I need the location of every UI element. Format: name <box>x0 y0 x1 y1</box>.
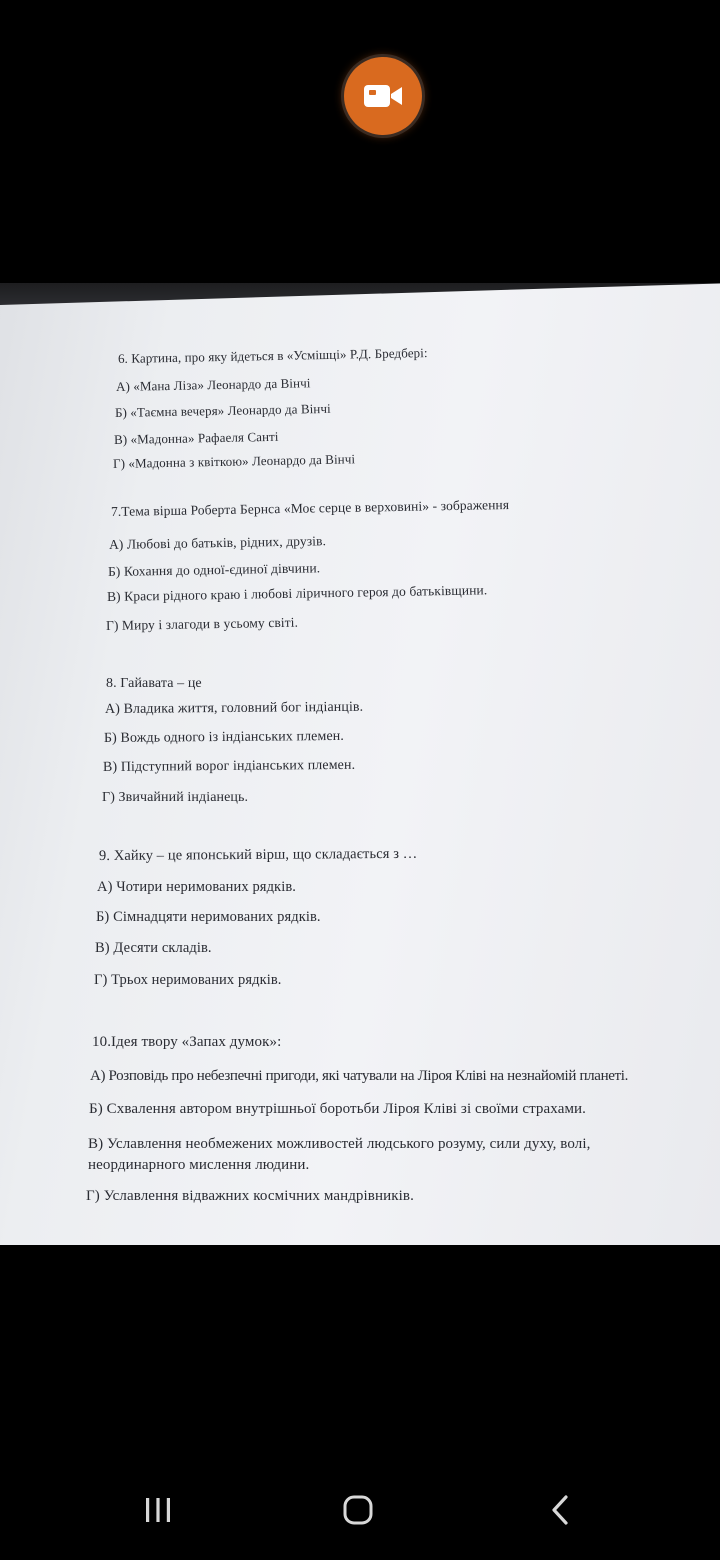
question-6-title: 6. Картина, про яку йдеться в «Усмішці» Р.Д. Бредбері: <box>117 345 428 366</box>
back-icon <box>548 1494 572 1526</box>
home-button[interactable] <box>328 1490 388 1530</box>
question-9-option-g: Г) Трьох неримованих рядків. <box>94 972 282 988</box>
video-camera-icon <box>362 82 404 110</box>
recent-apps-icon <box>143 1496 173 1524</box>
question-9-option-b: Б) Сімнадцяти неримованих рядків. <box>96 909 321 925</box>
system-navigation-bar <box>0 1460 720 1560</box>
question-10-option-b: Б) Схвалення автором внутрішньої боротьби Ліроя Кліві зі своїми страхами. <box>89 1101 587 1117</box>
question-10-option-a: А) Розповідь про небезпечні пригоди, які чатували на Ліроя Кліві на незнайомій планеті. <box>90 1068 628 1084</box>
question-9-title: 9. Хайку – це японський вірш, що складається з … <box>98 845 418 864</box>
question-9-option-v: В) Десяти складів. <box>95 940 212 956</box>
question-6-option-a: А) «Мана Ліза» Леонардо да Вінчі <box>115 375 311 394</box>
question-6-option-v: В) «Мадонна» Рафаеля Санті <box>113 428 279 447</box>
question-7-title: 7.Тема вірша Роберта Бернса «Моє серце в верховині» - зображення <box>110 497 510 519</box>
question-7-option-a: А) Любові до батьків, рідних, друзів. <box>108 533 327 552</box>
question-7-option-g: Г) Миру і злагоди в усьому світі. <box>105 614 299 633</box>
question-7-option-b: Б) Кохання до одної-єдиної дівчини. <box>107 560 321 579</box>
question-8-title: 8. Гайавата – це <box>106 676 202 691</box>
question-8-option-g: Г) Звичайний індіанець. <box>102 790 249 805</box>
recent-apps-button[interactable] <box>128 1490 188 1530</box>
question-10-option-g: Г) Уславлення відважних космічних мандрівників. <box>86 1188 414 1204</box>
question-6-option-g: Г) «Мадонна з квіткою» Леонардо да Вінчі <box>112 451 356 471</box>
home-icon <box>342 1494 374 1526</box>
question-8-option-b: Б) Вождь одного із індіанських племен. <box>103 728 345 746</box>
question-10-title: 10.Ідея твору «Запах думок»: <box>92 1034 282 1050</box>
question-8-option-a: А) Владика життя, головний бог індіанців. <box>104 699 364 717</box>
question-6-option-b: Б) «Таємна вечеря» Леонардо да Вінчі <box>114 400 331 420</box>
question-8-option-v: В) Підступний ворог індіанських племен. <box>102 757 356 775</box>
question-10-option-v: В) Уславлення необмежених можливостей людського розуму, сили духу, волі, неординарного мислення людини. <box>88 1136 591 1173</box>
back-button[interactable] <box>530 1490 590 1530</box>
video-record-button[interactable] <box>344 57 422 135</box>
question-9-option-a: А) Чотири неримованих рядків. <box>97 879 296 895</box>
question-7-option-v: В) Краси рідного краю і любові ліричного героя до батьківщини. <box>106 582 488 604</box>
